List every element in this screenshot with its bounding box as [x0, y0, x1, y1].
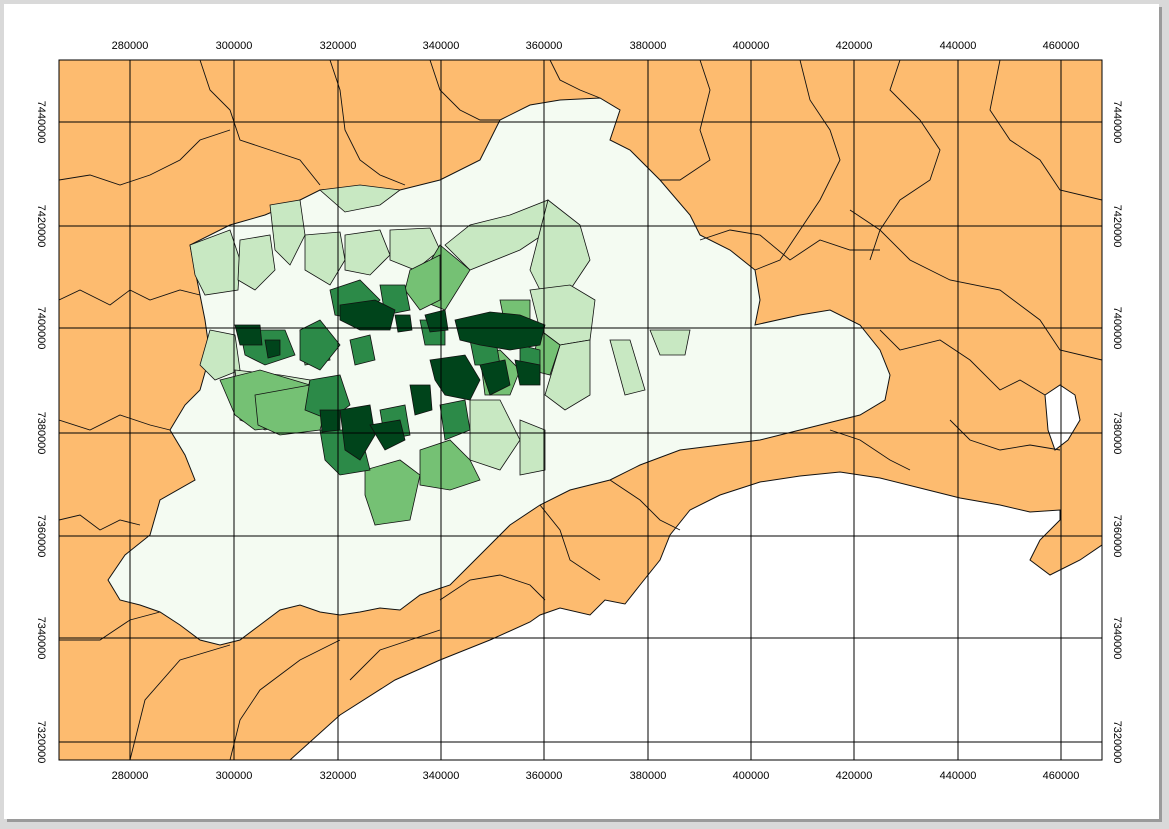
grid-label-y-right: 7320000 [1111, 720, 1123, 764]
grid-label-x-top: 460000 [1042, 40, 1080, 52]
grid-label-y-left: 7420000 [35, 204, 47, 248]
grid-labels-left [35, 101, 47, 764]
grid-label-x-bottom: 340000 [422, 770, 460, 782]
municipality-polygon [320, 410, 340, 432]
grid-label-y-left: 7400000 [35, 306, 47, 350]
grid-label-x-top: 320000 [319, 40, 357, 52]
grid-label-x-top: 380000 [629, 40, 667, 52]
grid-label-x-bottom: 320000 [319, 770, 357, 782]
grid-labels-bottom [112, 770, 1080, 782]
grid-label-x-top: 360000 [525, 40, 563, 52]
grid-label-x-top: 420000 [835, 40, 873, 52]
grid-label-x-top: 440000 [939, 40, 977, 52]
grid-label-x-top: 400000 [732, 40, 770, 52]
grid-label-x-bottom: 460000 [1042, 770, 1080, 782]
grid-label-x-bottom: 440000 [939, 770, 977, 782]
grid-label-y-left: 7380000 [35, 411, 47, 455]
municipality-polygon [395, 315, 412, 332]
grid-labels-top [112, 40, 1080, 52]
grid-label-x-bottom: 300000 [215, 770, 253, 782]
grid-label-x-bottom: 280000 [111, 770, 149, 782]
municipality-polygon [350, 335, 375, 365]
grid-label-x-bottom: 400000 [732, 770, 770, 782]
grid-label-y-right: 7440000 [1111, 100, 1123, 144]
grid-label-x-bottom: 360000 [525, 770, 563, 782]
grid-label-x-bottom: 420000 [835, 770, 873, 782]
grid-label-y-right: 7400000 [1111, 306, 1123, 350]
grid-label-y-right: 7340000 [1111, 616, 1123, 660]
municipality-polygon [265, 340, 280, 358]
grid-label-x-top: 280000 [111, 40, 149, 52]
grid-label-y-left: 7440000 [35, 100, 47, 144]
grid-label-x-top: 300000 [215, 40, 253, 52]
grid-labels-right [1111, 101, 1123, 764]
grid-label-y-right: 7380000 [1111, 411, 1123, 455]
grid-label-y-right: 7360000 [1111, 514, 1123, 558]
map-content [59, 60, 1102, 760]
grid-label-y-left: 7320000 [35, 720, 47, 764]
grid-label-x-top: 340000 [422, 40, 460, 52]
grid-label-y-right: 7420000 [1111, 204, 1123, 248]
grid-label-y-left: 7340000 [35, 616, 47, 660]
municipality-polygon [520, 420, 545, 475]
grid-label-y-left: 7360000 [35, 514, 47, 558]
grid-label-x-bottom: 380000 [629, 770, 667, 782]
